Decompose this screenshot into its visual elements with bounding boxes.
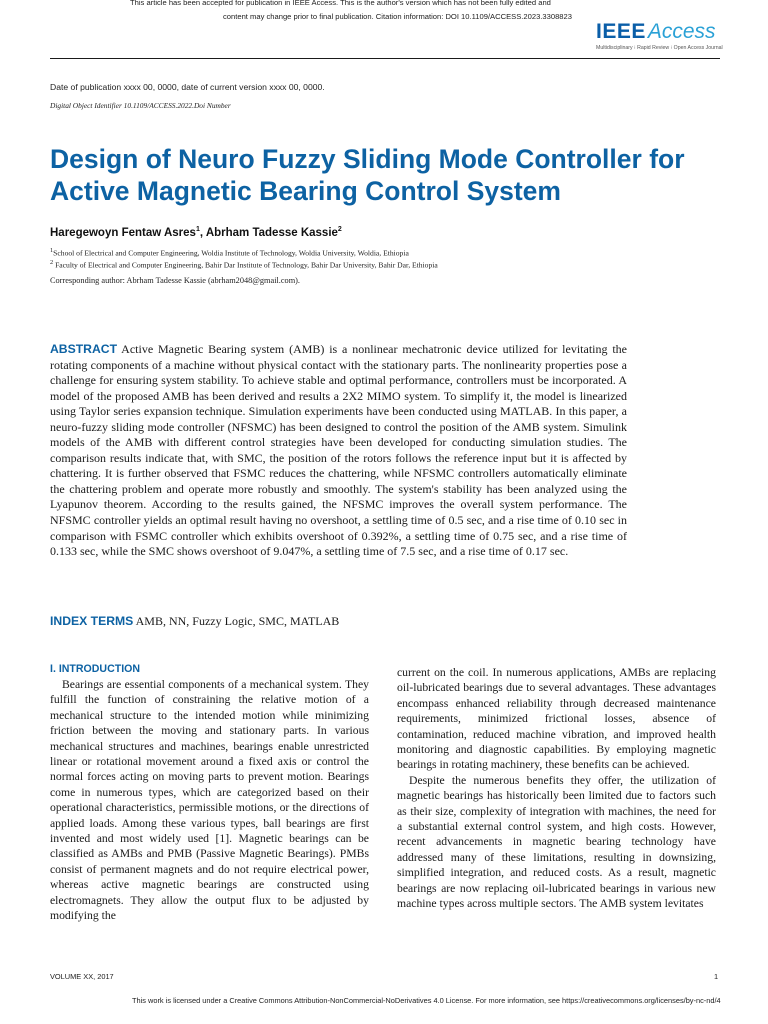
abstract	[50, 342, 627, 560]
author-2: Abrham Tadesse Kassie	[205, 226, 338, 239]
acceptance-notice-line-1: This article has been accepted for publication in IEEE Access. This is the author's version which has not been fully edited and	[130, 0, 551, 7]
doi-line: Digital Object Identifier 10.1109/ACCESS.2022.Doi Number	[50, 101, 231, 110]
body-column-left	[50, 662, 369, 924]
author-list	[50, 226, 342, 239]
affiliation-2	[50, 259, 438, 270]
index-terms-heading: INDEX TERMS	[50, 614, 134, 628]
license-notice: This work is licensed under a Creative Commons Attribution-NonCommercial-NoDerivatives 4.0 License. For more information, see https://creativecommons.org/licenses/by-nc-nd/4	[132, 996, 721, 1005]
affiliation-1-text: School of Electrical and Computer Engineering, Woldia Institute of Technology, Woldia University, Woldia, Ethiopia	[53, 248, 409, 258]
intro-paragraph-1: Bearings are essential components of a mechanical system. They fulfill the function of constraining the relative motion of a mechanical structure to the intended motion while minimizing friction between the moving and stationary parts. In various mechanical structures and machines, bearings enable unrestricted linear or rotational movement around a fixed axis or control the normal forces acting on moving parts to prevent motion. Bearings come in numerous types, which are categorized based on their operational characteristics, permissible motions, or the directions of applied loads. Among these various types, ball bearings are first invented and most widely used [1]. Magnetic bearings can be classified as AMBs and PMB (Passive Magnetic Bearings). PMBs consist of permanent magnets and do not require electrical power, whereas active magnetic bearings are constructed using electromagnets. They allow the output flux to be adjusted by modifying the	[50, 678, 369, 923]
abstract-heading: ABSTRACT	[50, 342, 118, 356]
index-terms-text: AMB, NN, Fuzzy Logic, SMC, MATLAB	[133, 614, 340, 628]
logo-ieee-text: IEEE	[596, 20, 646, 43]
acceptance-notice-line-2: content may change prior to final publication. Citation information: DOI 10.1109/ACCESS.2023.3308823	[223, 12, 572, 21]
publication-date: Date of publication xxxx 00, 0000, date of current version xxxx 00, 0000.	[50, 82, 325, 92]
author-2-affil-mark: 2	[337, 226, 342, 233]
paper-title: Design of Neuro Fuzzy Sliding Mode Controller for Active Magnetic Bearing Control System	[50, 144, 685, 206]
affiliation-2-mark: 2	[50, 259, 54, 266]
footer-volume: VOLUME XX, 2017	[50, 972, 114, 981]
footer-page-number: 1	[714, 972, 719, 981]
ieee-access-logo	[596, 20, 736, 51]
body-column-right	[397, 665, 716, 912]
corresponding-author: Corresponding author: Abrham Tadesse Kassie (abrham2048@gmail.com).	[50, 276, 300, 285]
logo-tagline: Multidisciplinary ⁝ Rapid Review ⁝ Open Access Journal	[596, 45, 723, 51]
author-1: Haregewoyn Fentaw Asres	[50, 226, 196, 239]
section-heading-introduction: I. INTRODUCTION	[50, 663, 141, 675]
affiliation-1	[50, 247, 409, 258]
author-separator: ,	[199, 226, 206, 239]
logo-access-text: Access	[647, 20, 716, 43]
abstract-text: Active Magnetic Bearing system (AMB) is a nonlinear mechatronic device utilized for levitating the rotating components of a machine without physical contact with the stationary parts. The nonlinearity properties pose a challenge for ensuring system stability. To achieve stable and optimal performance, controllers must be incorporated. A model of the proposed AMB has been derived and results a 2X2 MIMO system. To simplify it, the model is linearized using Taylor series expansion technique. Simulation experiments have been conducted using MATLAB. In this paper, a neuro-fuzzy sliding mode controller (NFSMC) has been designed to control the position of the AMB system. Simulink models of the AMB with different control strategies have been developed for conducting simulation studies. The comparison results indicate that, with SMC, the position of the rotors follows the reference input but it is affected by chattering. It is further observed that FSMC reduces the chattering, while NFSMC controllers automatically eliminate the chattering problem and operate more robustly and smoothly. The system's stability has been analyzed using the Lyapunov theorem. According to the results gained, the NFSMC improves the overall system performance. The NFSMC controller yields an optimal result having no overshoot, a settling time of 0.5 sec, and a rise time of 0.10 sec in comparison with FSMC controller which exhibits overshoot of 0.392%, a settling time of 0.75 sec, and a rise time of 0.133 sec, while the SMC shows overshoot of 9.047%, a settling time of 7.5 sec, and a rise time of 0.17 sec.	[50, 342, 627, 559]
intro-paragraph-1-continued: current on the coil. In numerous applications, AMBs are replacing oil-lubricated bearings due to several advantages. These advantages encompass enhanced reliability through decreased maintenance requirements, minimized frictional losses, absence of contamination, reduced machine vibration, and improved health monitoring and diagnostic capabilities. By employing magnetic bearings in rotating machinery, these benefits can be achieved.	[397, 666, 716, 772]
author-1-affil-mark: 1	[195, 226, 200, 233]
affiliation-1-mark: 1	[50, 247, 54, 254]
affiliation-2-text: Faculty of Electrical and Computer Engineering, Bahir Dar Institute of Technology, Bahir Dar University, Bahir Dar, Ethiopia	[53, 260, 438, 270]
intro-paragraph-2: Despite the numerous benefits they offer, the utilization of magnetic bearings has historically been limited due to factors such as their size, complexity of integration with machines, the need for a substantial external control system, and high costs. However, recent advancements in magnetic bearing technology have addressed many of these limitations, resulting in downsizing, simplified integration, and reduced costs. As a result, magnetic bearings are now replacing oil-lubricated bearings in various new machine types across multiple sectors. The AMB system levitates	[397, 773, 716, 911]
index-terms	[50, 614, 339, 629]
header-rule	[50, 58, 720, 59]
